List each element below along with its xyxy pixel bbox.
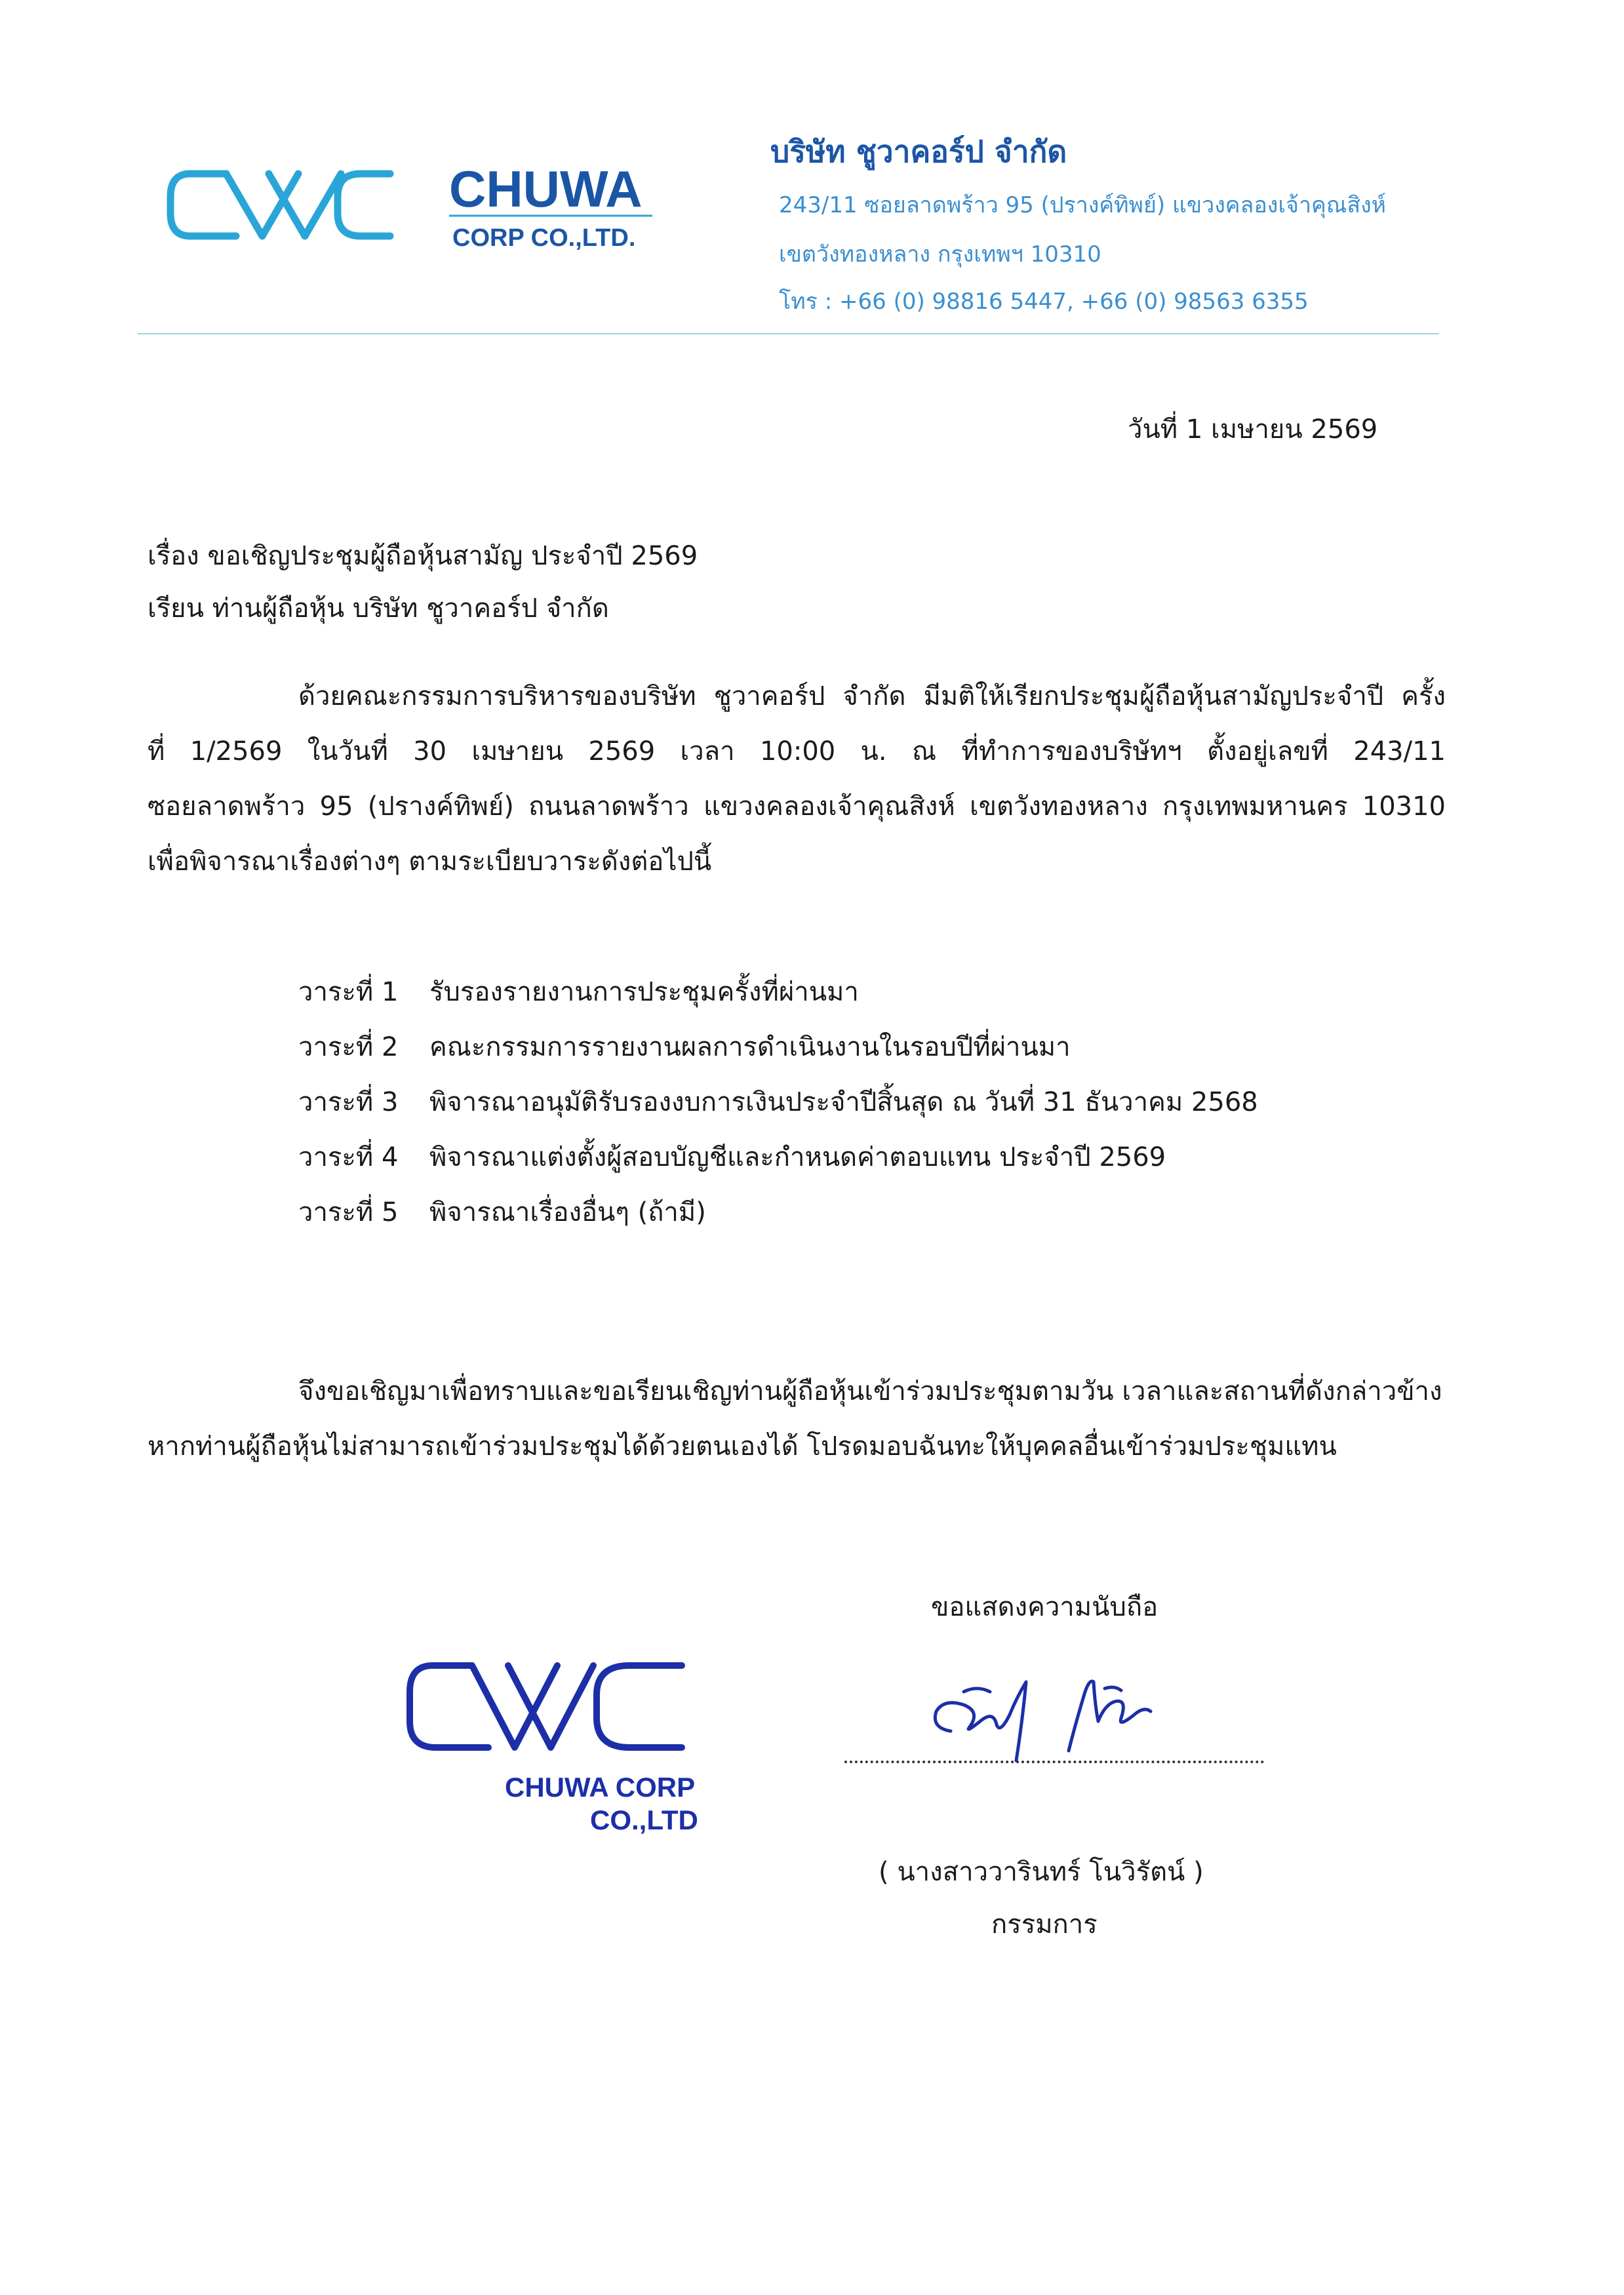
agenda-item [298, 1136, 1258, 1191]
company-logo [164, 148, 688, 266]
logo-sub: CORP CO.,LTD. [452, 224, 636, 252]
agenda-text: รับรองรายงานการประชุมครั้งที่ผ่านมา [429, 977, 859, 1007]
closing-phrase: ขอแสดงความนับถือ [931, 1592, 1159, 1622]
agenda-item [298, 1191, 1258, 1246]
signature-line [844, 1761, 1264, 1763]
letter-subject: เรื่อง ขอเชิญประชุมผู้ถือหุ้นสามัญ ประจำปี 2569 [148, 541, 698, 571]
agenda-number: วาระที่ 5 [298, 1197, 399, 1227]
stamp-line-1: CHUWA CORP [505, 1772, 696, 1803]
agenda-number: วาระที่ 4 [298, 1142, 399, 1172]
agenda-text: คณะกรรมการรายงานผลการดำเนินงานในรอบปีที่ผ่านมา [429, 1032, 1071, 1062]
agenda-text: พิจารณาอนุมัติรับรองงบการเงินประจำปีสิ้นสุด ณ วันที่ 31 ธันวาคม 2568 [429, 1087, 1258, 1117]
intro-paragraph [148, 669, 1446, 889]
paragraph-line: ที่ 1/2569 ในวันที่ 30 เมษายน 2569 เวลา 10:00 น. ณ ที่ทำการของบริษัทฯ ตั้งอยู่เลขที่ 243/11 [148, 736, 1446, 767]
closing-paragraph [148, 1364, 1446, 1474]
company-stamp [400, 1639, 715, 1836]
company-name-thai: บริษัท ชูวาคอร์ป จำกัด [770, 134, 1067, 169]
agenda-number: วาระที่ 3 [298, 1087, 399, 1117]
stamp-line-2: CO.,LTD [590, 1805, 698, 1835]
logo-name: CHUWA [449, 160, 643, 218]
letterhead-divider [138, 333, 1439, 334]
letter-date: วันที่ 1 เมษายน 2569 [1128, 414, 1378, 445]
letter-salutation: เรียน ท่านผู้ถือหุ้น บริษัท ชูวาคอร์ป จำกัด [148, 593, 609, 624]
agenda-number: วาระที่ 1 [298, 977, 399, 1007]
agenda-item [298, 1026, 1258, 1081]
agenda-number: วาระที่ 2 [298, 1032, 399, 1062]
handwritten-signature [918, 1652, 1167, 1770]
company-logo-mark [164, 148, 688, 266]
agenda-item [298, 970, 1258, 1026]
paragraph-line: ด้วยคณะกรรมการบริหารของบริษัท ชูวาคอร์ป จำกัด มีมติให้เรียกประชุมผู้ถือหุ้นสามัญประจำปี ครั้ง [298, 681, 1446, 711]
agenda-list [298, 970, 1258, 1246]
agenda-item [298, 1081, 1258, 1136]
phone-line: โทร : +66 (0) 98816 5447, +66 (0) 98563 6355 [779, 289, 1309, 315]
paragraph-line: จึงขอเชิญมาเพื่อทราบและขอเรียนเชิญท่านผู้ถือหุ้นเข้าร่วมประชุมตามวัน เวลาและสถานที่ดังกล่าวข้าง [298, 1376, 1442, 1407]
paragraph-line: ซอยลาดพร้าว 95 (ปรางค์ทิพย์) ถนนลาดพร้าว แขวงคลองเจ้าคุณสิงห์ เขตวังทองหลาง กรุงเทพมหานคร 10310 [148, 791, 1446, 822]
paragraph-line: เพื่อพิจารณาเรื่องต่างๆ ตามระเบียบวาระดังต่อไปนี้ [148, 847, 712, 877]
signer-name: ( นางสาววารินทร์ โนวิรัตน์ ) [879, 1857, 1204, 1887]
address-line-2: เขตวังทองหลาง กรุงเทพฯ 10310 [779, 241, 1101, 268]
agenda-text: พิจารณาเรื่องอื่นๆ (ถ้ามี) [429, 1197, 706, 1227]
paragraph-line: หากท่านผู้ถือหุ้นไม่สามารถเข้าร่วมประชุมได้ด้วยตนเองได้ โปรดมอบฉันทะให้บุคคลอื่นเข้าร่วมประชุมแทน [148, 1431, 1337, 1462]
address-line-1: 243/11 ซอยลาดพร้าว 95 (ปรางค์ทิพย์) แขวงคลองเจ้าคุณสิงห์ [779, 192, 1387, 218]
agenda-text: พิจารณาแต่งตั้งผู้สอบบัญชีและกำหนดค่าตอบแทน ประจำปี 2569 [429, 1142, 1166, 1172]
signer-title: กรรมการ [991, 1909, 1098, 1940]
